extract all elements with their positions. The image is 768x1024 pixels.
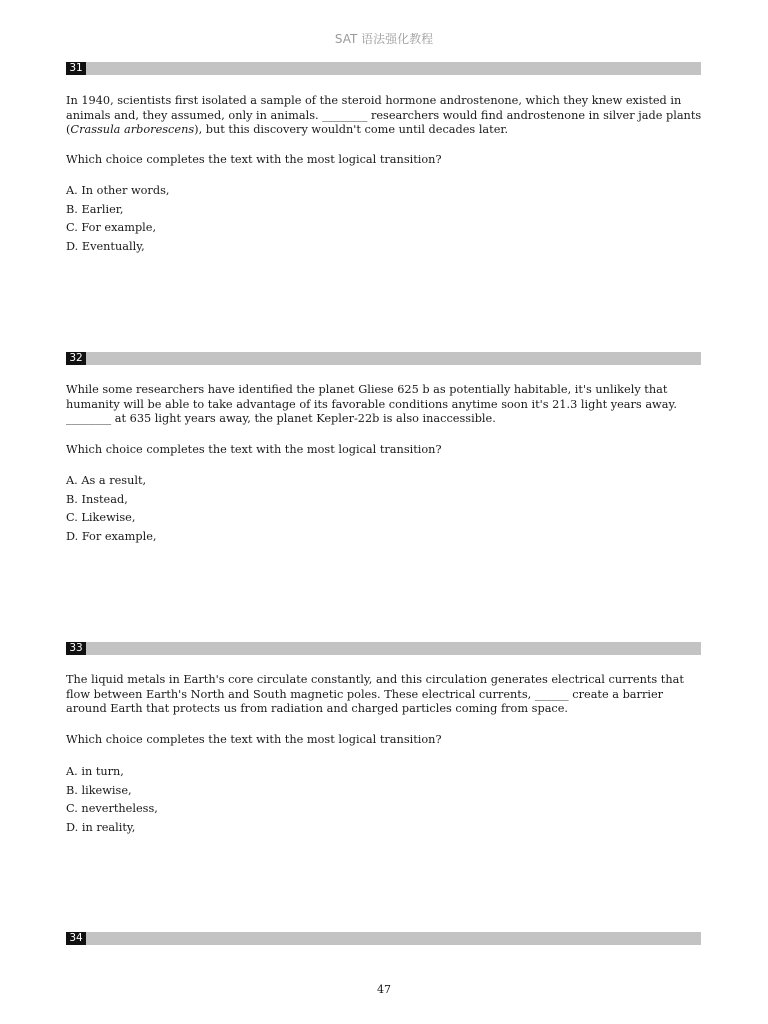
question-passage: The liquid metals in Earth's core circulate constantly, and this circulation generates electrical currents that flow between Earth's North and South magnetic poles. These electrical currents, ______ create a barrier around Earth that protects us from radiation and charged particles coming from space. <box>66 673 684 715</box>
choice-d: D. Eventually, <box>66 240 145 254</box>
question-number: 34 <box>66 932 86 945</box>
choice-a: A. in turn, <box>66 765 124 778</box>
choice-a: A. As a result, <box>66 474 147 487</box>
question-passage <box>66 94 702 138</box>
question-prompt: Which choice completes the text with the most logical transition? <box>66 733 442 746</box>
question-header-bar <box>66 62 701 75</box>
choice-c: C. For example, <box>66 221 157 235</box>
choice-c: C. nevertheless, <box>66 802 158 816</box>
question-number: 32 <box>66 352 86 365</box>
choice-b: B. Instead, <box>66 492 128 506</box>
answer-choices <box>66 765 158 840</box>
question-prompt: Which choice completes the text with the most logical transition? <box>66 443 442 456</box>
question-header-bar <box>66 352 701 365</box>
question-number: 33 <box>66 642 86 655</box>
question-header-bar <box>66 932 701 945</box>
answer-choices <box>66 474 156 549</box>
choice-b: B. Earlier, <box>66 202 124 216</box>
page-number: 47 <box>377 983 391 996</box>
choice-d: D. in reality, <box>66 821 136 835</box>
choice-a: A. In other words, <box>66 184 170 197</box>
passage-text: In 1940, scientists first isolated a sample of the steroid hormone androstenone, which they knew existed in animals and, they assumed, only in animals. ________ researchers would find androstenone in silver jade plants ( <box>66 94 702 136</box>
passage-text: ), but this discovery wouldn't come until decades later. <box>194 123 509 136</box>
choice-c: C. Likewise, <box>66 511 136 525</box>
choice-d: D. For example, <box>66 530 157 544</box>
question-prompt: Which choice completes the text with the most logical transition? <box>66 153 442 166</box>
passage-italic-text: Crassula arborescens <box>70 123 195 136</box>
page-header: SAT 语法强化教程 <box>334 32 434 46</box>
question-number: 31 <box>66 62 86 75</box>
question-passage: While some researchers have identified the planet Gliese 625 b as potentially habitable, it's unlikely that humanity will be able to take advantage of its favorable conditions anytime soon it's 21.3 light years away. ________ at 635 light years away, the planet Kepler-22b is also inaccessible. <box>66 383 677 425</box>
question-header-bar <box>66 642 701 655</box>
choice-b: B. likewise, <box>66 783 132 797</box>
answer-choices <box>66 184 169 259</box>
